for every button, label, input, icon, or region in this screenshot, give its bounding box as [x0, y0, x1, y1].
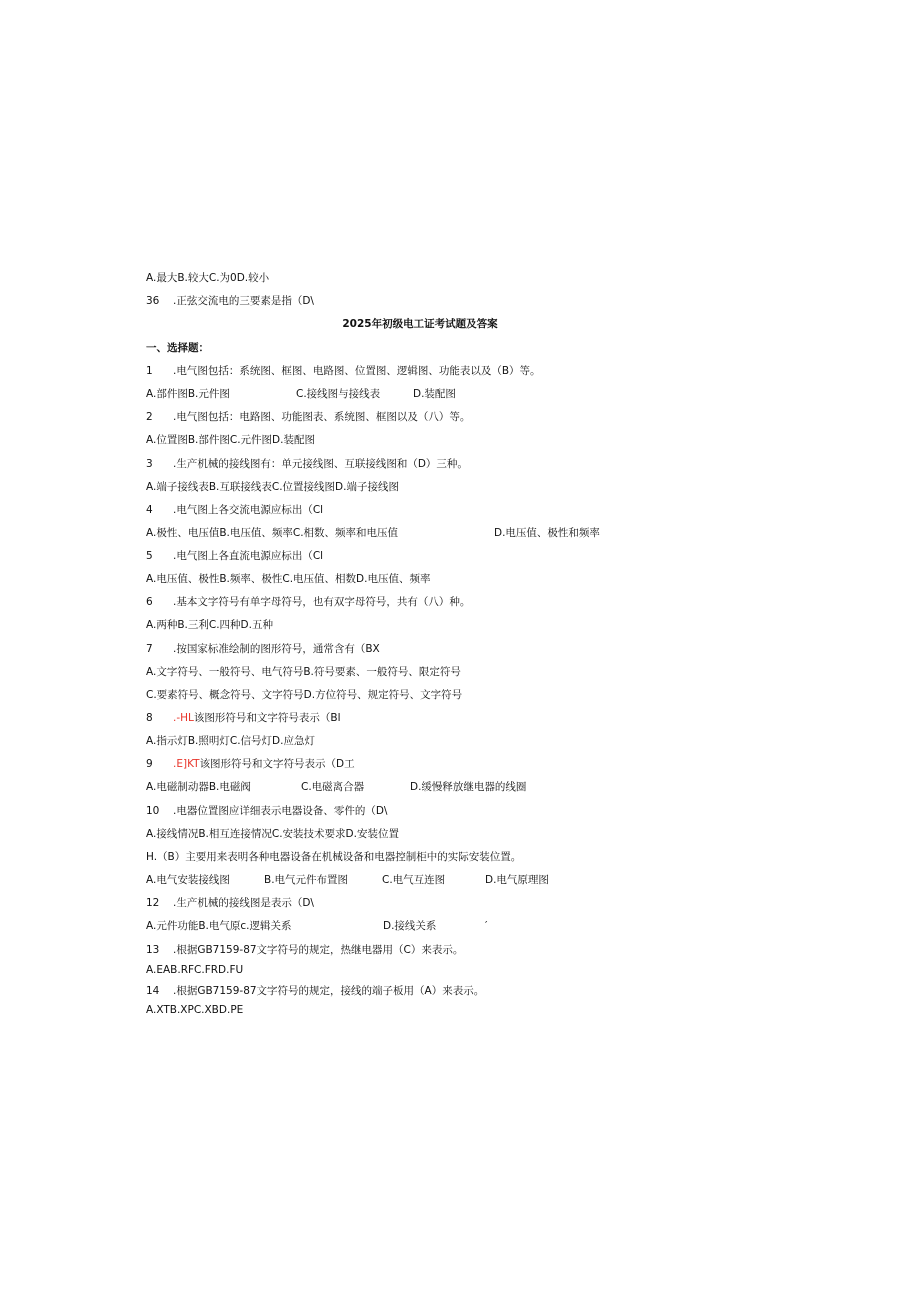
q3-question: [146, 457, 468, 471]
question-text: .电气图上各直流电源应标出（Cl: [173, 550, 324, 562]
option-ab: A.电磁制动器B.电磁阀: [146, 781, 251, 793]
option-d: D.缓慢释放继电器的线圈: [410, 781, 527, 793]
option-abc: A.极性、电压值B.电压值、频率C.相数、频率和电压值: [146, 527, 399, 539]
symbol-text: .E]KT: [173, 758, 200, 770]
question-text: .电气图包括：系统图、框图、电路图、位置图、逻辑图、功能表以及（B）等。: [173, 365, 541, 377]
q3-options: A.端子接线表B.互联接线表C.位置接线图D.端子接线图: [146, 481, 399, 493]
option-a: A.电气安装接线图: [146, 874, 230, 886]
question-text: .正弦交流电的三要素是指（D\: [173, 295, 314, 307]
question-text: .按国家标准绘制的图形符号，通常含有（BX: [173, 643, 380, 655]
document-title: 2025年初级电工证考试题及答案: [342, 318, 498, 330]
q35-options: A.最大B.较大C.为0D.较小: [146, 272, 270, 284]
question-number: 7: [146, 643, 153, 655]
question-number: 36: [146, 295, 160, 307]
q12-question: [146, 896, 314, 910]
q4-options: [146, 526, 746, 540]
question-number: 12: [146, 897, 160, 909]
question-text: .生产机械的接线图是表示（D\: [173, 897, 314, 909]
question-number: 9: [146, 758, 153, 770]
stray-mark: ′: [485, 920, 488, 932]
option-c: C.电气互连图: [382, 874, 446, 886]
q7-options-line2: C.要素符号、概念符号、文字符号D.方位符号、规定符号、文字符号: [146, 689, 463, 701]
q11-question: H.（B）主要用来表明各种电器设备在机械设备和电器控制柜中的实际安装位置。: [146, 851, 522, 863]
option-ab: A.部件图B.元件图: [146, 388, 230, 400]
q2-question: [146, 410, 470, 424]
q9-options: [146, 780, 746, 794]
question-number: 2: [146, 411, 153, 423]
q13-options: A.EAB.RFC.FRD.FU: [146, 964, 244, 976]
q5-question: [146, 549, 323, 563]
question-text: 该图形符号和文字符号表示（D工: [199, 758, 355, 770]
question-text: .生产机械的接线图有：单元接线图、互联接线图和（D）三种。: [173, 458, 468, 470]
q1-options: [146, 387, 746, 401]
question-number: 13: [146, 944, 160, 956]
question-text: .电器位置图应详细表示电器设备、零件的（D\: [173, 805, 388, 817]
option-d: D.接线关系: [383, 920, 437, 932]
option-d: D.电压值、极性和频率: [494, 527, 600, 539]
option-c: C.接线图与接线表: [296, 388, 381, 400]
symbol-text: .-HL: [173, 712, 194, 724]
q1-question: [146, 364, 541, 378]
question-number: 8: [146, 712, 153, 724]
q2-options: A.位置图B.部件图C.元件图D.装配图: [146, 434, 315, 446]
q13-question: [146, 943, 463, 957]
q7-options-line1: A.文字符号、一般符号、电气符号B.符号要素、一般符号、限定符号: [146, 666, 461, 678]
q6-options: A.两种B.三利C.四种D.五种: [146, 619, 273, 631]
section-heading: 一、选择题：: [146, 342, 209, 354]
question-text: 该图形符号和文字符号表示（Bl: [193, 712, 341, 724]
option-d: D.装配图: [413, 388, 456, 400]
q14-question: [146, 984, 484, 998]
q11-options: [146, 873, 746, 887]
question-number: 4: [146, 504, 153, 516]
question-number: 14: [146, 985, 160, 997]
q36-question: [146, 294, 314, 308]
question-number: 1: [146, 365, 153, 377]
q12-options: [146, 919, 746, 933]
q6-question: [146, 595, 470, 609]
question-text: .电气图包括：电路图、功能图表、系统图、框图以及（八）等。: [173, 411, 471, 423]
q9-question: [146, 757, 355, 771]
q8-options: A.指示灯B.照明灯C.信号灯D.应急灯: [146, 735, 315, 747]
q8-question: [146, 711, 341, 725]
q5-options: A.电压值、极性B.频率、极性C.电压值、相数D.电压值、频率: [146, 573, 431, 585]
option-c: C.电磁离合器: [301, 781, 365, 793]
question-number: 10: [146, 805, 160, 817]
option-abc: A.元件功能B.电气原c.逻辑关系: [146, 920, 292, 932]
question-number: 3: [146, 458, 153, 470]
q10-options: A.接线情况B.相互连接情况C.安装技术要求D.安装位置: [146, 828, 399, 840]
q4-question: [146, 503, 323, 517]
question-text: .根据GB7159-87文字符号的规定，热继电器用（C）来表示。: [173, 944, 464, 956]
option-b: B.电气元件布置图: [264, 874, 349, 886]
option-d: D.电气原理图: [485, 874, 549, 886]
question-number: 5: [146, 550, 153, 562]
question-text: .根据GB7159-87文字符号的规定，接线的端子板用（A）来表示。: [173, 985, 485, 997]
question-text: .电气图上各交流电源应标出（Cl: [173, 504, 324, 516]
q14-options: A.XTB.XPC.XBD.PE: [146, 1004, 244, 1016]
question-number: 6: [146, 596, 153, 608]
question-text: .基本文字符号有单字母符号，也有双字母符号，共有（八）种。: [173, 596, 471, 608]
q7-question: [146, 642, 380, 656]
q10-question: [146, 804, 387, 818]
